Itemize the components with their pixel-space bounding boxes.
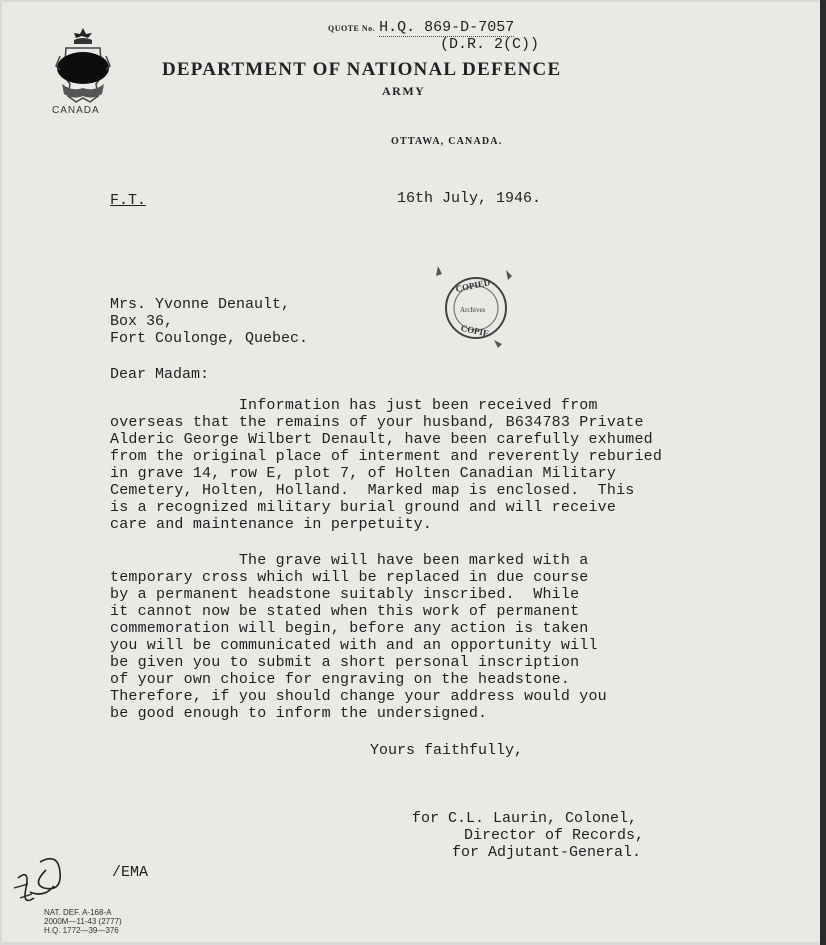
recipient-box: Box 36,	[110, 313, 174, 330]
paragraph-line: you will be communicated with and an opportunity will	[110, 637, 598, 654]
country-label: CANADA	[52, 105, 100, 116]
form-number-line-1: NAT. DEF. A-168-A	[44, 908, 112, 917]
paragraph-line: Cemetery, Holten, Holland. Marked map is enclosed. This	[110, 482, 635, 499]
paragraph-line: temporary cross which will be replaced in due course	[110, 569, 589, 586]
paragraph-line: by a permanent headstone suitably inscribed. While	[110, 586, 580, 603]
paragraph-line: commemoration will begin, before any action is taken	[110, 620, 589, 637]
canada-coat-of-arms-icon	[52, 26, 114, 106]
branch-title: ARMY	[382, 84, 426, 98]
paragraph-line: care and maintenance in perpetuity.	[110, 516, 433, 533]
paragraph-line: be given you to submit a short personal inscription	[110, 654, 580, 671]
stamp-bottom-text: COPIE	[459, 322, 490, 339]
paragraph-line: The grave will have been marked with a	[110, 552, 589, 569]
paragraph-line: of your own choice for engraving on the headstone.	[110, 671, 571, 688]
form-number-line-2: 2000M—11-43 (2777)	[44, 917, 122, 926]
paragraph-line: Information has just been received from	[110, 397, 598, 414]
signature-line-1: for C.L. Laurin, Colonel,	[412, 810, 638, 827]
letter-date: 16th July, 1946.	[397, 190, 542, 207]
closing-phrase: Yours faithfully,	[370, 742, 524, 759]
form-number-line-3: H.Q. 1772—39—376	[44, 926, 119, 935]
salutation: Dear Madam:	[110, 366, 210, 383]
paragraph-line: from the original place of interment and reverently reburied	[110, 448, 663, 465]
copied-archives-stamp	[428, 262, 520, 350]
quote-number-line	[328, 18, 514, 36]
recipient-name: Mrs. Yvonne Denault,	[110, 296, 291, 313]
quote-number: H.Q. 869-D-7057	[379, 19, 515, 36]
stamp-top-text: COPIED	[454, 277, 492, 295]
signature-line-2: Director of Records,	[464, 827, 645, 844]
page-shadow-edge	[820, 0, 826, 945]
paragraph-line: in grave 14, row E, plot 7, of Holten Canadian Military	[110, 465, 617, 482]
signature-line-3: for Adjutant-General.	[452, 844, 642, 861]
form-number	[44, 908, 122, 935]
paragraph-line: it cannot now be stated when this work of permanent	[110, 603, 580, 620]
quote-subreference: (D.R. 2(C))	[440, 36, 540, 53]
recipient-city: Fort Coulonge, Quebec.	[110, 330, 309, 347]
typist-initials: /EMA	[112, 864, 149, 881]
department-title: DEPARTMENT OF NATIONAL DEFENCE	[162, 59, 562, 80]
office-location: OTTAWA, CANADA.	[391, 136, 503, 147]
file-reference: F.T.	[110, 192, 147, 209]
stamp-middle-text: Archives	[460, 306, 486, 314]
paragraph-line: Therefore, if you should change your address would you	[110, 688, 607, 705]
handwritten-initials-icon	[10, 848, 80, 916]
paragraph-line: is a recognized military burial ground and will receive	[110, 499, 617, 516]
paragraph-line: Alderic George Wilbert Denault, have been carefully exhumed	[110, 431, 653, 448]
paragraph-line: overseas that the remains of your husband, B634783 Private	[110, 414, 644, 431]
paragraph-line: be good enough to inform the undersigned.	[110, 705, 488, 722]
quote-label: QUOTE No.	[328, 24, 376, 33]
